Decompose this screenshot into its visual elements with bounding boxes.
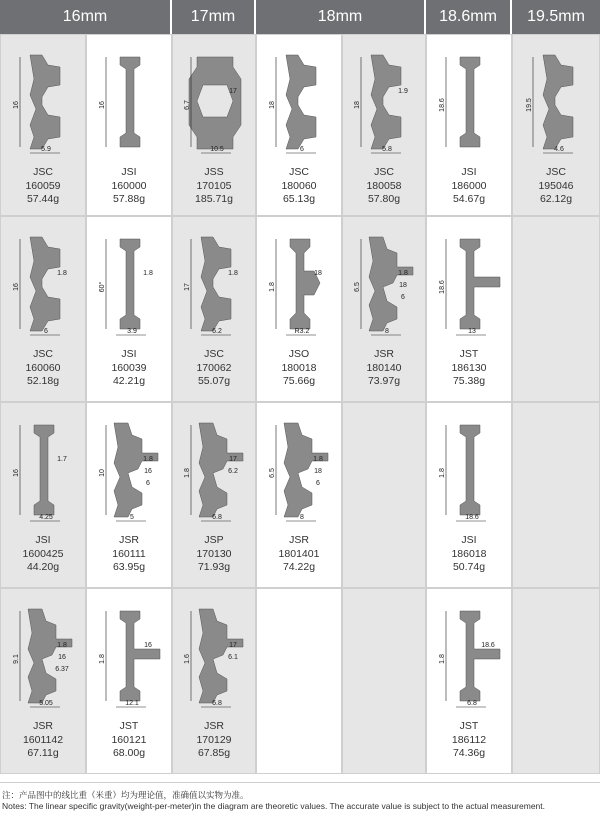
profile-weight: 75.38g xyxy=(452,375,486,387)
profile-code: 195046 xyxy=(538,179,574,192)
dimension-label: 5.8 xyxy=(382,146,392,153)
profile-weight: 57.88g xyxy=(112,193,146,205)
dimension-label: 18 xyxy=(269,101,276,109)
empty-cell xyxy=(342,588,426,774)
profile-shape xyxy=(460,425,480,515)
profile-type: JSR xyxy=(374,348,394,360)
empty-cell xyxy=(512,216,600,402)
dimension-label: 6.8 xyxy=(212,514,222,521)
profile-card xyxy=(172,34,256,216)
dimension-label: 6 xyxy=(401,294,405,301)
profile-weight: 62.12g xyxy=(539,193,573,205)
profile-info xyxy=(427,166,511,207)
empty-cell xyxy=(512,588,600,774)
profile-card xyxy=(86,588,172,774)
dimension-label: 6.8 xyxy=(212,700,222,707)
dimension-label: 6 xyxy=(300,146,304,153)
profile-info xyxy=(173,534,255,575)
profile-shape xyxy=(120,611,160,701)
profile-card xyxy=(86,34,172,216)
profile-weight: 63.95g xyxy=(112,561,146,573)
profile-card xyxy=(0,34,86,216)
column-header-17mm: 17mm xyxy=(172,0,256,34)
dimension-label: 18 xyxy=(314,468,322,475)
profile-info xyxy=(257,166,341,207)
profile-type: JSO xyxy=(288,348,310,360)
column-header-18mm: 18mm xyxy=(256,0,426,34)
profile-drawing xyxy=(183,413,247,525)
profile-info xyxy=(257,348,341,389)
profile-info xyxy=(87,720,171,761)
profile-shape xyxy=(30,237,60,331)
profile-drawing xyxy=(525,45,589,157)
dimension-label: 16 xyxy=(13,469,20,477)
profile-card xyxy=(172,402,256,588)
profile-drawing xyxy=(268,227,332,339)
profile-code: 160059 xyxy=(25,179,61,192)
profile-shape xyxy=(34,425,54,515)
profile-shape xyxy=(120,57,140,147)
profile-shape xyxy=(30,55,60,149)
profile-card xyxy=(342,216,426,402)
dimension-label: 1.8 xyxy=(269,282,276,292)
empty-cell xyxy=(256,588,342,774)
profile-info xyxy=(427,534,511,575)
profile-card xyxy=(0,402,86,588)
profile-info xyxy=(343,348,425,389)
profile-weight: 42.21g xyxy=(112,375,146,387)
profile-weight: 74.36g xyxy=(452,747,486,759)
dimension-label: 6 xyxy=(146,480,150,487)
dimension-label: 6.2 xyxy=(228,468,238,475)
dimension-label: 18.6 xyxy=(439,280,446,294)
profile-code: 170130 xyxy=(196,547,232,560)
dimension-label: 18.6 xyxy=(439,98,446,112)
profile-card xyxy=(426,34,512,216)
dimension-label: 1.9 xyxy=(398,88,408,95)
profile-drawing xyxy=(12,413,76,525)
profile-card xyxy=(512,34,600,216)
profile-drawing xyxy=(183,599,247,711)
profile-code: 170129 xyxy=(196,733,232,746)
profile-info xyxy=(1,720,85,761)
profile-drawing xyxy=(268,45,332,157)
profile-drawing xyxy=(268,413,332,525)
profile-type: JST xyxy=(459,720,479,732)
profile-type: JSC xyxy=(374,166,394,178)
dimension-label: 1.8 xyxy=(439,468,446,478)
profile-shape xyxy=(543,55,573,149)
profile-type: JSC xyxy=(33,166,53,178)
profile-drawing xyxy=(438,599,502,711)
profile-type: JSI xyxy=(121,348,137,360)
notes xyxy=(2,790,598,812)
dimension-label: 1.8 xyxy=(143,456,153,463)
dimension-label: 6.1 xyxy=(228,654,238,661)
profile-code: 1801401 xyxy=(278,547,320,560)
profile-weight: 185.71g xyxy=(195,193,233,205)
profile-code: 180018 xyxy=(281,361,317,374)
dimension-label: 16 xyxy=(99,101,106,109)
profile-drawing xyxy=(98,45,162,157)
profile-type: JSC xyxy=(546,166,566,178)
profile-info xyxy=(87,348,171,389)
profile-weight: 67.11g xyxy=(27,747,59,759)
note-english: Notes: The linear specific gravity(weight-per-meter)in the diagram are theoretic values. The accurate value is subject to the actual measurement. xyxy=(2,801,545,811)
empty-cell xyxy=(512,402,600,588)
profile-card xyxy=(86,216,172,402)
dimension-label: 6.8 xyxy=(467,700,477,707)
column-header-18-6mm: 18.6mm xyxy=(426,0,512,34)
profile-code: 160111 xyxy=(112,547,146,560)
dimension-label: 5.9 xyxy=(41,146,51,153)
profile-info xyxy=(173,348,255,389)
profile-weight: 65.13g xyxy=(282,193,316,205)
profile-info xyxy=(427,720,511,761)
profile-shape xyxy=(371,55,401,149)
dimension-label: 1.8 xyxy=(99,654,106,664)
dimension-label: 18 xyxy=(314,270,322,277)
profile-weight: 50.74g xyxy=(452,561,486,573)
profile-type: JSR xyxy=(204,720,224,732)
dimension-label: 1.8 xyxy=(313,456,323,463)
dimension-label: 18.6 xyxy=(465,514,479,521)
dimension-label: 17 xyxy=(229,88,237,95)
profile-info xyxy=(1,348,85,389)
profile-drawing xyxy=(12,227,76,339)
dimension-label: 1.8 xyxy=(184,468,191,478)
dimension-label: 5 xyxy=(130,514,134,521)
dimension-label: R3.2 xyxy=(294,328,310,335)
profile-type: JSI xyxy=(121,166,137,178)
profile-drawing xyxy=(353,45,417,157)
profile-type: JSC xyxy=(289,166,309,178)
profile-weight: 68.00g xyxy=(112,747,146,759)
profile-type: JST xyxy=(119,720,139,732)
profile-type: JSC xyxy=(204,348,224,360)
profile-type: JSC xyxy=(33,348,53,360)
profile-type: JSI xyxy=(461,534,477,546)
dimension-label: 18 xyxy=(354,101,361,109)
dimension-label: 1.8 xyxy=(228,270,238,277)
profile-info xyxy=(1,534,85,575)
profile-code: 186000 xyxy=(451,179,487,192)
dimension-label: 10.5 xyxy=(210,146,224,153)
profile-shape xyxy=(189,57,241,149)
profile-info xyxy=(87,166,171,207)
profile-type: JSI xyxy=(461,166,477,178)
profile-card xyxy=(86,402,172,588)
note-chinese: 注：产品图中的线比重（米重）均为理论值，准确值以实物为准。 xyxy=(2,790,249,800)
dimension-label: 6.5 xyxy=(269,468,276,478)
profile-type: JSR xyxy=(119,534,139,546)
profile-info xyxy=(1,166,85,207)
profile-weight: 52.18g xyxy=(26,375,60,387)
dimension-label: 4.25 xyxy=(39,514,53,521)
profile-drawing xyxy=(12,45,76,157)
dimension-label: 16 xyxy=(144,468,152,475)
profile-type: JSI xyxy=(35,534,51,546)
profile-card xyxy=(426,588,512,774)
profile-weight: 71.93g xyxy=(197,561,231,573)
profile-card xyxy=(426,216,512,402)
profile-shape xyxy=(290,239,320,329)
profile-code: 1600425 xyxy=(22,547,64,560)
dimension-label: 6 xyxy=(44,328,48,335)
profile-code: 1601142 xyxy=(22,733,64,746)
dimension-label: 6 xyxy=(316,480,320,487)
dimension-label: 16 xyxy=(13,101,20,109)
profile-weight: 73.97g xyxy=(367,375,401,387)
column-header-16mm: 16mm xyxy=(0,0,172,34)
dimension-label: 6.2 xyxy=(212,328,222,335)
profile-card xyxy=(342,34,426,216)
profile-code: 186018 xyxy=(451,547,487,560)
profile-info xyxy=(257,534,341,575)
profile-weight: 54.67g xyxy=(452,193,486,205)
profile-type: JSR xyxy=(289,534,309,546)
profile-code: 160039 xyxy=(111,361,147,374)
profile-drawing xyxy=(98,413,162,525)
dimension-label: 16 xyxy=(58,654,66,661)
profile-card xyxy=(172,216,256,402)
profile-weight: 57.80g xyxy=(367,193,401,205)
profile-drawing xyxy=(12,599,76,711)
profile-code: 170105 xyxy=(196,179,232,192)
profile-code: 186112 xyxy=(451,733,487,746)
profile-shape xyxy=(201,237,231,331)
profile-type: JSP xyxy=(204,534,224,546)
profile-weight: 67.85g xyxy=(197,747,231,759)
dimension-label: 18 xyxy=(399,282,407,289)
dimension-label: 9.1 xyxy=(13,654,20,664)
dimension-label: 1.8 xyxy=(398,270,408,277)
dimension-label: 8 xyxy=(385,328,389,335)
profile-drawing xyxy=(98,599,162,711)
dimension-label: 5.05 xyxy=(39,700,53,707)
empty-cell xyxy=(342,402,426,588)
dimension-label: 1.6 xyxy=(184,654,191,664)
divider xyxy=(0,782,600,783)
dimension-label: 16 xyxy=(144,642,152,649)
profile-weight: 44.20g xyxy=(26,561,60,573)
profile-weight: 75.66g xyxy=(282,375,316,387)
dimension-label: 1.8 xyxy=(143,270,153,277)
dimension-label: 3.9 xyxy=(127,328,137,335)
dimension-label: 6.37 xyxy=(55,666,69,673)
profile-card xyxy=(0,588,86,774)
profile-type: JST xyxy=(459,348,479,360)
dimension-label: 6.7 xyxy=(184,100,191,110)
dimension-label: 16 xyxy=(13,283,20,291)
column-header-19-5mm: 19.5mm xyxy=(512,0,600,34)
dimension-label: 18.6 xyxy=(481,642,495,649)
dimension-label: 1.8 xyxy=(57,270,67,277)
dimension-label: 12.1 xyxy=(125,700,139,707)
dimension-label: 1.8 xyxy=(439,654,446,664)
dimension-label: 8 xyxy=(300,514,304,521)
profile-card xyxy=(256,216,342,402)
profile-shape xyxy=(460,57,480,147)
profile-card xyxy=(256,34,342,216)
profile-shape xyxy=(286,55,316,149)
profile-card xyxy=(172,588,256,774)
profile-code: 186130 xyxy=(451,361,487,374)
profile-info xyxy=(427,348,511,389)
profile-card xyxy=(256,402,342,588)
profile-shape xyxy=(460,239,500,329)
profile-weight: 57.44g xyxy=(26,193,60,205)
profile-code: 170062 xyxy=(196,361,232,374)
dimension-label: 1.7 xyxy=(57,456,67,463)
profile-info xyxy=(173,166,255,207)
profile-code: 180058 xyxy=(366,179,402,192)
profile-card xyxy=(426,402,512,588)
profile-info xyxy=(513,166,599,207)
profile-code: 160000 xyxy=(111,179,147,192)
dimension-label: 4.6 xyxy=(554,146,564,153)
dimension-label: 17 xyxy=(229,642,237,649)
profile-info xyxy=(87,534,171,575)
profile-drawing xyxy=(98,227,162,339)
profile-drawing xyxy=(183,45,247,157)
profile-weight: 74.22g xyxy=(282,561,316,573)
profile-code: 180060 xyxy=(281,179,317,192)
profile-card xyxy=(0,216,86,402)
profile-type: JSR xyxy=(33,720,53,732)
dimension-label: 10 xyxy=(99,469,106,477)
profile-drawing xyxy=(438,413,502,525)
profile-code: 160121 xyxy=(111,733,147,746)
profile-weight: 55.07g xyxy=(197,375,231,387)
profile-drawing xyxy=(353,227,417,339)
profile-info xyxy=(343,166,425,207)
dimension-label: 17 xyxy=(229,456,237,463)
dimension-label: 19.5 xyxy=(526,98,533,112)
dimension-label: 6.5 xyxy=(354,282,361,292)
dimension-label: 1.8 xyxy=(57,642,67,649)
profile-type: JSS xyxy=(204,166,224,178)
profile-drawing xyxy=(438,45,502,157)
dimension-label: 17 xyxy=(184,283,191,291)
profile-code: 160060 xyxy=(25,361,61,374)
profile-drawing xyxy=(438,227,502,339)
dimension-label: 13 xyxy=(468,328,476,335)
profile-drawing xyxy=(183,227,247,339)
profile-shape xyxy=(460,611,500,701)
profile-code: 180140 xyxy=(366,361,402,374)
profile-shape xyxy=(120,239,140,329)
profile-info xyxy=(173,720,255,761)
dimension-label: 60° xyxy=(99,281,106,293)
